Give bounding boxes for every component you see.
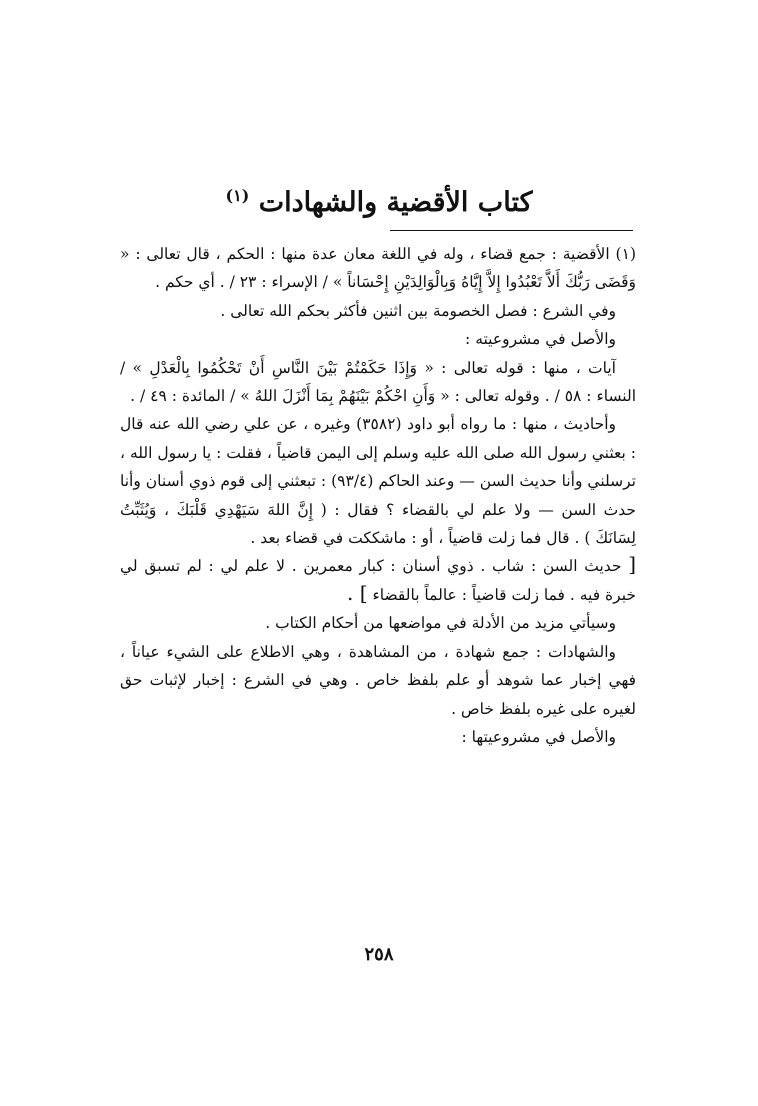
footnote-paragraph-more-evidence: وسيأتي مزيد من الأدلة في مواضعها من أحكام الكتاب . xyxy=(265,614,616,633)
footnote-paragraph-verses: آيات ، منها : قوله تعالى : « وَإِذَا حَكَمْتُمْ بَيْنَ النَّاسِ أَنْ تَحْكُمُوا بِالْعَدْلِ » / النساء : ٥٨ / . وقوله تعالى : « وَأَنِ احْكُمْ بَيْنَهُمْ بِمَا أَنْزَلَ اللهُ » / المائدة : ٤٩ / . xyxy=(120,358,636,406)
footnote-paragraph-testimonies: والشهادات : جمع شهادة ، من المشاهدة ، وهي الاطلاع على الشيء عياناً ، فهي إخبار عما شوهد أو علم بلفظ خاص . وهي في الشرع : إخبار لإثبات حق لغيره على غيره بلفظ خاص . xyxy=(120,642,636,718)
page-number: ٢٥٨ xyxy=(364,944,394,965)
chapter-title xyxy=(0,176,758,223)
footnote-paragraph-glossary xyxy=(120,552,636,609)
glossary-text: حديث السن : شاب . ذوي أسنان : كبار معمرين . لا علم لي : لم تسبق لي خبرة فيه . فما زلت قاضياً : عالماً بالقضاء xyxy=(120,557,636,604)
footnote-paragraph-definition: (١) الأقضية : جمع قضاء ، وله في اللغة معان عدة منها : الحكم ، قال تعالى : « وَقَضَى رَبُّكَ أَلاَّ تَعْبُدُوا إِلاَّ إِيَّاهُ وَبِالْوَالِدَيْنِ إِحْسَاناً » / الإسراء : ٢٣ / . أي حكم . xyxy=(120,245,636,292)
footnote-paragraph-legal-definition: وفي الشرع : فصل الخصومة بين اثنين فأكثر بحكم الله تعالى . xyxy=(220,301,616,320)
footnote-block xyxy=(120,240,636,751)
bracket-open: [ xyxy=(628,552,636,577)
footnote-reference-mark: (١) xyxy=(225,186,250,205)
footnote-separator-rule xyxy=(390,230,633,231)
footnote-paragraph-basis-heading: والأصل في مشروعيته : xyxy=(465,330,616,349)
chapter-title-text: كتاب الأقضية والشهادات xyxy=(258,187,533,218)
footnote-paragraph-hadith: وأحاديث ، منها : ما رواه أبو داود (٣٥٨٢) وغيره ، عن علي رضي الله عنه قال : بعثني رسول الله صلى الله عليه وسلم إلى اليمن قاضياً ، فقلت : يا رسول الله ، ترسلني وأنا حديث السن — وعند الحاكم (٩٣/٤) : تبعثني إلى قوم ذوي أسنان وأنا حدث السن — ولا علم لي بالقضاء ؟ فقال : ( إِنَّ اللهَ سَيَهْدِي قَلْبَكَ ، وَيُثَبِّتُ لِسَانَكَ ) . قال فما زلت قاضياً ، أو : ماشككت في قضاء بعد . xyxy=(120,415,636,548)
footnote-paragraph-testimonies-basis: والأصل في مشروعيتها : xyxy=(461,727,616,746)
bracket-close: ] . xyxy=(346,580,368,605)
